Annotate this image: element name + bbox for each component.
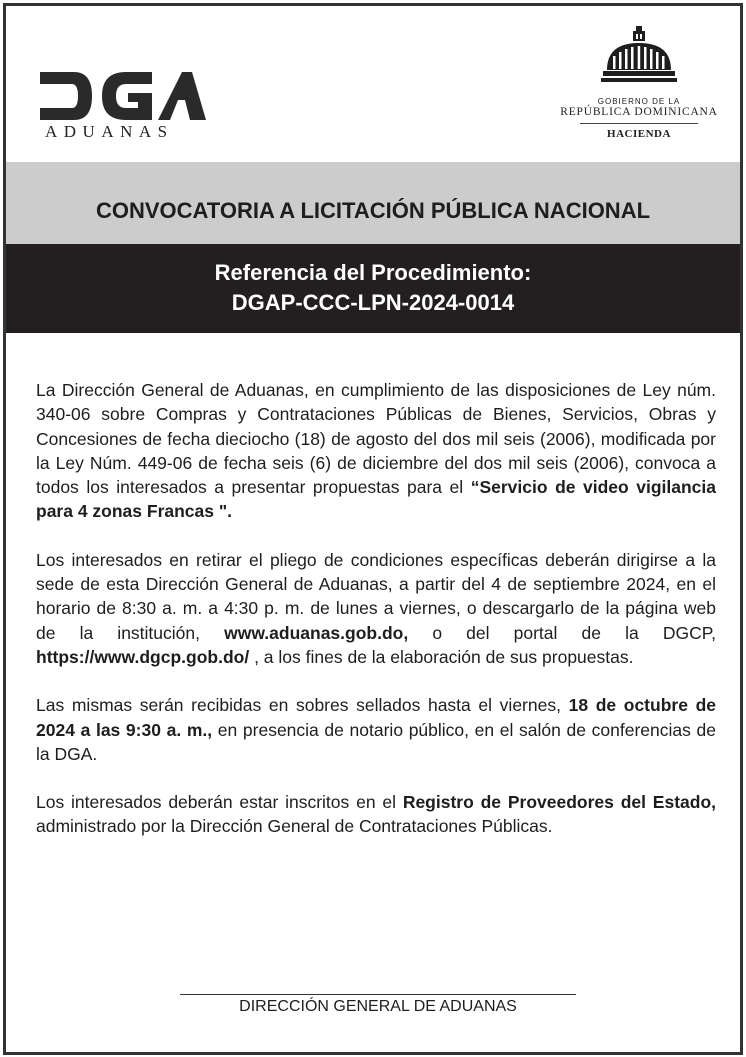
gov-logo-line3: HACIENDA	[607, 128, 671, 140]
paragraph-3-text: Las mismas serán recibidas en sobres sellados hasta el viernes,	[36, 695, 569, 716]
service-title: “Servicio de video vigilancia para 4 zonas Francas ".	[36, 477, 716, 522]
paragraph-3-text-2: en presencia de notario público, en el salón de conferencias de la DGA.	[36, 719, 716, 764]
signature: DIRECCIÓN GENERAL DE ADUANAS	[239, 998, 517, 1015]
title-band	[6, 162, 740, 244]
reference-band	[6, 244, 740, 333]
dga-logo	[40, 72, 210, 144]
deadline-date: 18 de octubre de 2024 a las 9:30 a. m.,	[36, 695, 716, 740]
paragraph-1-text: La Dirección General de Aduanas, en cumplimiento de las disposiciones de Ley núm. 340-06 sobre Compras y Contrataciones Públicas de Bienes, Servicios, Obras y Concesiones de fecha dieciocho (18) de agosto del dos mil seis (2006), modificada por la Ley Núm. 449-06 de fecha seis (6) de diciembre del dos mil seis (2006), convoca a todos los interesados a presentar propuestas para el	[36, 380, 716, 498]
gov-logo-line1: GOBIERNO DE LA	[597, 97, 681, 106]
paragraph-4-text: Los interesados deberán estar inscritos en el	[36, 792, 403, 813]
gov-logo-divider	[580, 123, 698, 124]
aduanas-website-link[interactable]: www.aduanas.gob.do,	[224, 622, 409, 643]
notice-frame	[3, 3, 743, 1055]
reference-label: Referencia del Procedimiento:	[214, 260, 532, 285]
paragraph-3	[36, 693, 716, 766]
dome-icon	[601, 26, 677, 90]
paragraph-2	[36, 548, 716, 669]
supplier-registry: Registro de Proveedores del Estado,	[402, 792, 717, 813]
notice-body	[36, 378, 716, 863]
paragraph-2-text-2: o del portal de la DGCP,	[408, 622, 716, 643]
dga-logo-subtitle: ADUANAS	[45, 122, 174, 141]
reference-code: DGAP-CCC-LPN-2024-0014	[231, 290, 515, 315]
paragraph-2-text-3: , a los fines de la elaboración de sus propuestas.	[249, 646, 634, 667]
signature-line	[180, 994, 576, 995]
paragraph-1	[36, 378, 716, 524]
gov-logo	[554, 26, 724, 161]
paragraph-2-text: Los interesados en retirar el pliego de condiciones específicas deberán dirigirse a la sede de esta Dirección General de Aduanas, a partir del 4 de septiembre 2024, en el horario de 8:30 a. m. a 4:30 p. m. de lunes a viernes, o descargarlo de la página web de la institución,	[36, 549, 716, 643]
gov-logo-line2: REPÚBLICA DOMINICANA	[560, 106, 718, 118]
dga-logo-mark	[40, 72, 210, 120]
paragraph-4-text-2: administrado por la Dirección General de Contrataciones Públicas.	[36, 816, 553, 837]
dgcp-portal-link[interactable]: https://www.dgcp.gob.do/	[36, 646, 250, 667]
page-title: CONVOCATORIA A LICITACIÓN PÚBLICA NACIONAL	[95, 198, 651, 223]
paragraph-4	[36, 790, 716, 839]
